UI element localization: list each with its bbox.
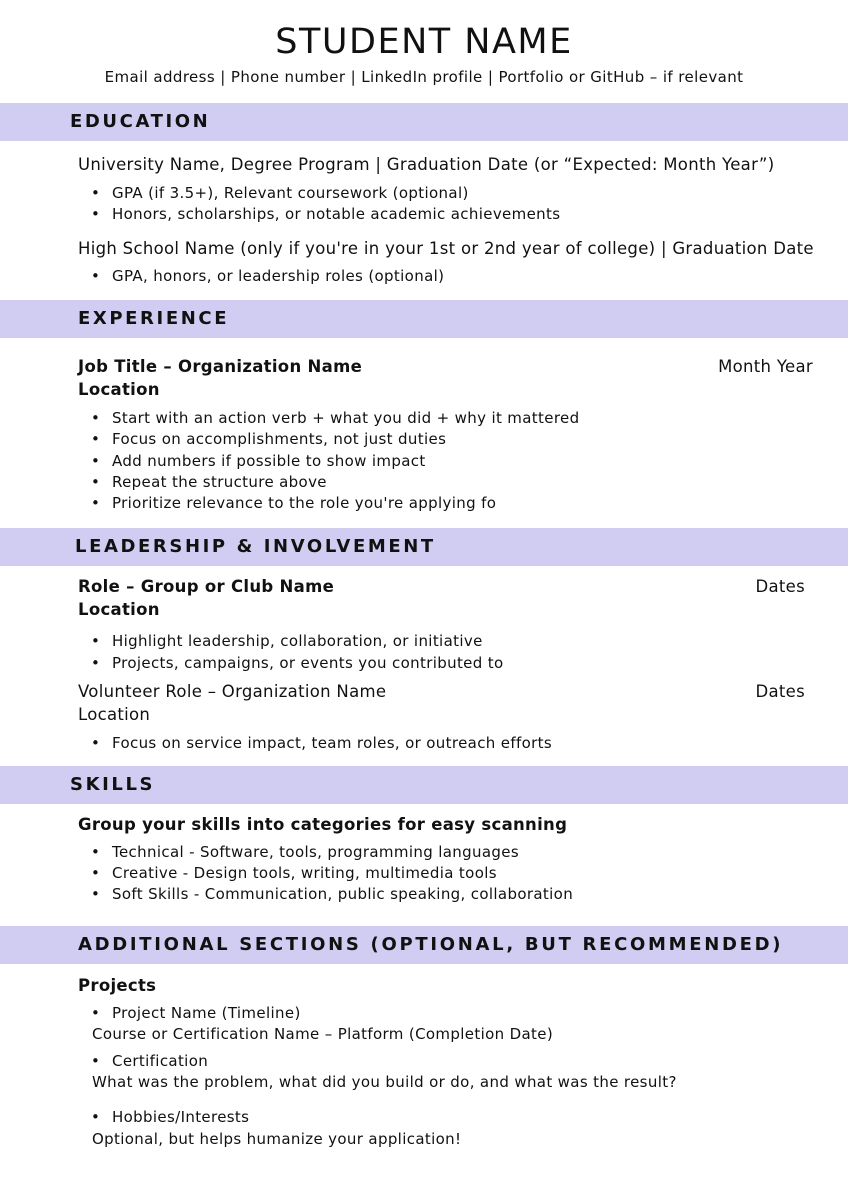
volunteer-dates: Dates	[755, 682, 805, 701]
highschool-line: High School Name (only if you're in your 1st or 2nd year of college) | Graduation Date	[78, 239, 814, 258]
education-title: EDUCATION	[70, 111, 211, 132]
additional-title: ADDITIONAL SECTIONS (OPTIONAL, BUT RECOMMENDED)	[78, 934, 784, 955]
list-item: • Prioritize relevance to the role you're applying fo	[112, 494, 496, 512]
list-item: • GPA, honors, or leadership roles (optional)	[112, 267, 444, 285]
list-item: • Focus on service impact, team roles, or outreach efforts	[112, 734, 552, 752]
list-item: • Add numbers if possible to show impact	[112, 452, 426, 470]
education-header-band	[0, 103, 848, 141]
job-location: Location	[78, 380, 160, 399]
student-name: STUDENT NAME	[275, 22, 573, 62]
skills-subtitle: Group your skills into categories for easy scanning	[78, 815, 568, 834]
list-item: • Technical - Software, tools, programming languages	[112, 843, 519, 861]
skills-title: SKILLS	[70, 774, 156, 795]
job-title: Job Title – Organization Name	[78, 357, 363, 376]
list-item: • Projects, campaigns, or events you contributed to	[112, 654, 504, 672]
list-item: • Creative - Design tools, writing, multimedia tools	[112, 864, 497, 882]
item-description: Optional, but helps humanize your application!	[92, 1130, 462, 1148]
leadership-title: LEADERSHIP & INVOLVEMENT	[75, 536, 436, 557]
experience-title: EXPERIENCE	[78, 308, 230, 329]
list-item: • Highlight leadership, collaboration, or initiative	[112, 632, 483, 650]
volunteer-title: Volunteer Role – Organization Name	[78, 682, 387, 701]
item-description: Course or Certification Name – Platform (Completion Date)	[92, 1025, 554, 1043]
contact-line: Email address | Phone number | LinkedIn profile | Portfolio or GitHub – if relevant	[104, 68, 744, 86]
list-item: • GPA (if 3.5+), Relevant coursework (optional)	[112, 184, 469, 202]
additional-header-band	[0, 926, 848, 964]
list-item: • Certification	[112, 1052, 208, 1070]
list-item: • Soft Skills - Communication, public speaking, collaboration	[112, 885, 573, 903]
role-location: Location	[78, 600, 160, 619]
projects-label: Projects	[78, 976, 157, 995]
university-line: University Name, Degree Program | Graduation Date (or “Expected: Month Year”)	[78, 155, 775, 174]
list-item: • Start with an action verb + what you did + why it mattered	[112, 409, 580, 427]
list-item: • Project Name (Timeline)	[112, 1004, 301, 1022]
list-item: • Hobbies/Interests	[112, 1108, 249, 1126]
list-item: • Honors, scholarships, or notable academic achievements	[112, 205, 560, 223]
list-item: • Focus on accomplishments, not just duties	[112, 430, 446, 448]
skills-header-band	[0, 766, 848, 804]
item-description: What was the problem, what did you build or do, and what was the result?	[92, 1073, 677, 1091]
role-dates: Dates	[755, 577, 805, 596]
job-date: Month Year	[718, 357, 813, 376]
leadership-header-band	[0, 528, 848, 566]
role-title: Role – Group or Club Name	[78, 577, 335, 596]
volunteer-location: Location	[78, 705, 151, 724]
experience-header-band	[0, 300, 848, 338]
list-item: • Repeat the structure above	[112, 473, 327, 491]
